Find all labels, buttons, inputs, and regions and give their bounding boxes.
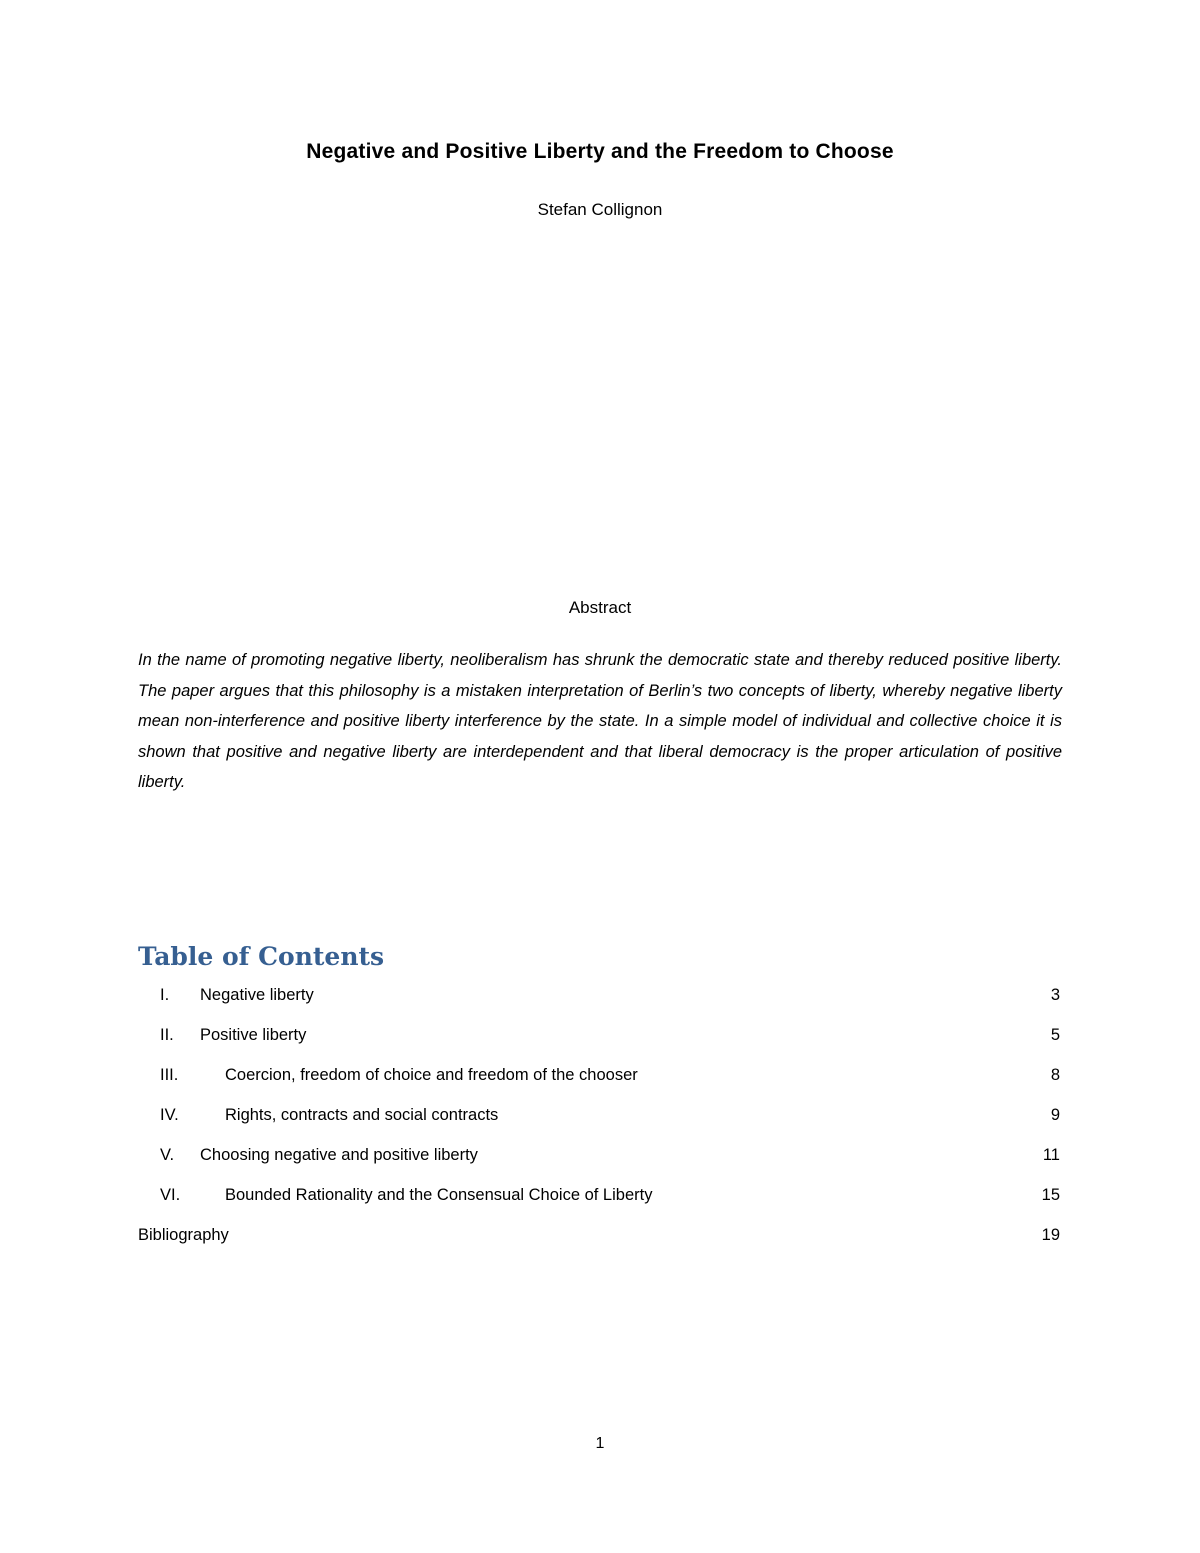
toc-entry-rights-contracts[interactable]: [138, 1100, 1060, 1140]
toc-entry-number: III.: [160, 1066, 179, 1084]
toc-entry-title[interactable]: Bibliography: [138, 1226, 229, 1244]
toc-entry-positive-liberty[interactable]: [138, 1020, 1060, 1060]
table-of-contents: [138, 980, 1060, 1260]
abstract-heading: Abstract: [568, 598, 632, 617]
abstract-text: In the name of promoting negative liberty, neoliberalism has shrunk the democratic state and thereby reduced positive liberty. The paper argues that this philosophy is a mistaken interpretation of Berlin’s two concepts of liberty, whereby negative liberty mean non-interference and positive liberty interference by the state. In a simple model of individual and collective choice it is shown that positive and negative liberty are interdependent and that liberal democracy is the proper articulation of positive liberty.: [138, 651, 1062, 791]
toc-entry-negative-liberty[interactable]: [138, 980, 1060, 1020]
toc-entry-title[interactable]: Choosing negative and positive liberty: [200, 1146, 478, 1164]
toc-entry-coercion[interactable]: [138, 1060, 1060, 1100]
toc-entry-number: I.: [160, 986, 170, 1004]
toc-entry-number: II.: [160, 1026, 174, 1044]
toc-entry-page: 3: [1050, 986, 1060, 1004]
toc-entry-page: 15: [1041, 1186, 1060, 1204]
toc-entry-number: IV.: [160, 1106, 179, 1124]
author-name: Stefan Collignon: [537, 200, 663, 219]
toc-entry-page: 5: [1050, 1026, 1060, 1044]
toc-entry-title[interactable]: Coercion, freedom of choice and freedom of the chooser: [225, 1066, 638, 1084]
toc-entry-number: V.: [160, 1146, 175, 1164]
toc-heading: Table of Contents: [138, 942, 385, 971]
toc-entry-title[interactable]: Rights, contracts and social contracts: [225, 1106, 499, 1124]
toc-entry-page: 9: [1050, 1106, 1060, 1124]
toc-entry-choosing-liberty[interactable]: [138, 1140, 1060, 1180]
toc-entry-page: 19: [1041, 1226, 1060, 1244]
toc-entry-title[interactable]: Bounded Rationality and the Consensual Choice of Liberty: [225, 1186, 653, 1204]
toc-entry-page: 8: [1050, 1066, 1060, 1084]
page-number: 1: [595, 1435, 605, 1452]
paper-title: Negative and Positive Liberty and the Freedom to Choose: [306, 140, 894, 163]
toc-entry-bibliography[interactable]: [138, 1220, 1060, 1260]
toc-entry-title[interactable]: Positive liberty: [200, 1026, 307, 1044]
toc-entry-title[interactable]: Negative liberty: [200, 986, 314, 1004]
toc-entry-page: 11: [1042, 1146, 1060, 1164]
toc-entry-bounded-rationality[interactable]: [138, 1180, 1060, 1220]
toc-entry-number: VI.: [160, 1186, 181, 1204]
